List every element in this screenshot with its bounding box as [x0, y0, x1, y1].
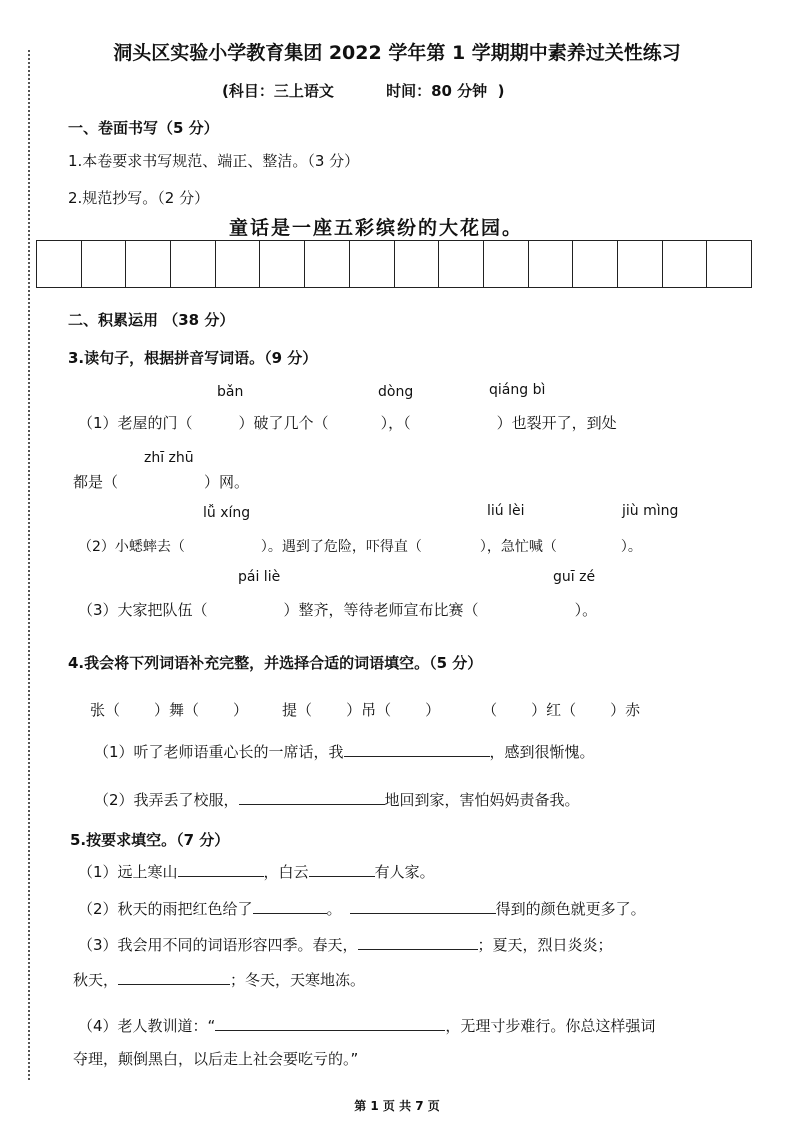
section2-heading: 二、积累运用 （38 分） [68, 311, 235, 329]
text: ）网。 [204, 473, 250, 491]
grid-cell[interactable] [350, 241, 395, 287]
text: 有人家。 [374, 863, 435, 881]
answer-blank[interactable] [253, 899, 327, 914]
q5-line3 [78, 934, 613, 955]
text: ）赤 [610, 701, 641, 719]
q3-line3 [78, 536, 642, 556]
grid-cell[interactable] [171, 241, 216, 287]
grid-cell[interactable] [573, 241, 618, 287]
text: 秋天， [73, 971, 119, 989]
text: 都是（ [73, 473, 119, 491]
text: ；冬天，天寒地冻。 [230, 971, 366, 989]
text: （1）远上寒山 [78, 863, 178, 881]
q1-text: 1.本卷要求书写规范、端正、整洁。（3 分） [68, 152, 360, 170]
grid-cell[interactable] [37, 241, 82, 287]
text: 提（ [282, 701, 313, 719]
q5-line1 [78, 861, 435, 882]
text: （3）大家把队伍（ [78, 601, 208, 619]
pinyin: jiù mìng [622, 503, 679, 519]
text: ） [233, 701, 249, 719]
q4-sentence1 [94, 741, 595, 762]
answer-blank[interactable] [178, 862, 264, 877]
answer-blank[interactable] [344, 742, 490, 757]
text: ） [425, 701, 441, 719]
q3-line4 [78, 599, 597, 620]
text: （2）我弄丢了校服， [94, 791, 239, 809]
grid-cell[interactable] [305, 241, 350, 287]
text: （4）老人教训道：“ [78, 1017, 216, 1035]
q4-sentence2 [94, 789, 580, 810]
grid-cell[interactable] [82, 241, 127, 287]
exam-subtitle: (科目：三上语文 时间：80 分钟 ) [222, 82, 505, 100]
pinyin: qiáng bì [489, 382, 546, 398]
text: （1）听了老师语重心长的一席话，我 [94, 743, 344, 761]
text: （1）老屋的门（ [78, 414, 193, 432]
text: ）整齐，等待老师宣布比赛（ [283, 601, 479, 619]
text: ）也裂开了，到处 [496, 414, 617, 432]
text: ），急忙喊（ [479, 539, 557, 555]
q5-line5 [78, 1015, 655, 1036]
answer-blank[interactable] [350, 899, 496, 914]
q5-prompt: 5.按要求填空。（7 分） [70, 831, 230, 849]
text: ）破了几个（ [238, 414, 329, 432]
copy-sentence: 童话是一座五彩缤纷的大花园。 [229, 217, 524, 239]
answer-blank[interactable] [118, 970, 230, 985]
text: ）。 [574, 601, 598, 619]
q3-prompt: 3.读句子，根据拼音写词语。（9 分） [68, 349, 318, 367]
pinyin: bǎn [217, 384, 244, 400]
grid-cell[interactable] [126, 241, 171, 287]
exam-title: 洞头区实验小学教育集团 2022 学年第 1 学期期中素养过关性练习 [113, 42, 681, 64]
text: （2）小蟋蟀去（ [78, 539, 185, 555]
q3-line2 [73, 471, 249, 492]
q5-line4 [73, 969, 365, 990]
pinyin: guī zé [553, 569, 596, 585]
text: ），（ [380, 414, 411, 432]
grid-cell[interactable] [618, 241, 663, 287]
q4-words [90, 699, 640, 720]
pinyin: liú lèi [487, 503, 525, 519]
grid-cell[interactable] [663, 241, 708, 287]
grid-cell[interactable] [529, 241, 574, 287]
binding-margin-dots [28, 50, 30, 1080]
grid-cell[interactable] [216, 241, 261, 287]
pinyin: lǚ xíng [203, 505, 251, 521]
page-number: 第 1 页 共 7 页 [354, 1099, 440, 1113]
q2-text: 2.规范抄写。（2 分） [68, 189, 210, 207]
text: ，无理寸步难行。你总这样强词 [445, 1017, 656, 1035]
grid-cell[interactable] [260, 241, 305, 287]
text: ）。 [620, 539, 642, 555]
grid-cell[interactable] [484, 241, 529, 287]
text: 得到的颜色就更多了。 [495, 900, 646, 918]
writing-grid[interactable] [36, 240, 752, 288]
answer-blank[interactable] [239, 790, 385, 805]
text: （ [482, 701, 498, 719]
text: ）红（ [531, 701, 577, 719]
section1-heading: 一、卷面书写（5 分） [68, 119, 219, 137]
text: ，感到很惭愧。 [489, 743, 595, 761]
q3-line1 [78, 412, 617, 433]
text: 。 [326, 900, 342, 918]
answer-blank[interactable] [215, 1016, 445, 1031]
grid-cell[interactable] [395, 241, 440, 287]
text: ）舞（ [154, 701, 200, 719]
text: ）吊（ [346, 701, 392, 719]
grid-cell[interactable] [707, 241, 751, 287]
text: ；夏天，烈日炎炎； [477, 936, 613, 954]
text: （2）秋天的雨把红色给了 [78, 900, 253, 918]
grid-cell[interactable] [439, 241, 484, 287]
text: 地回到家，害怕妈妈责备我。 [384, 791, 580, 809]
text: 张（ [90, 701, 121, 719]
answer-blank[interactable] [358, 935, 478, 950]
text: （3）我会用不同的词语形容四季。春天， [78, 936, 358, 954]
pinyin: dòng [378, 384, 414, 400]
q4-prompt: 4.我会将下列词语补充完整，并选择合适的词语填空。（5 分） [68, 654, 483, 672]
answer-blank[interactable] [309, 862, 375, 877]
text: ）。遇到了危险，吓得直（ [260, 539, 422, 555]
text: ，白云 [263, 863, 309, 881]
q5-line6: 夺理，颠倒黑白，以后走上社会要吃亏的。” [73, 1050, 359, 1068]
q5-line2 [78, 898, 646, 919]
pinyin: pái liè [238, 569, 281, 585]
pinyin: zhī zhū [144, 450, 194, 466]
